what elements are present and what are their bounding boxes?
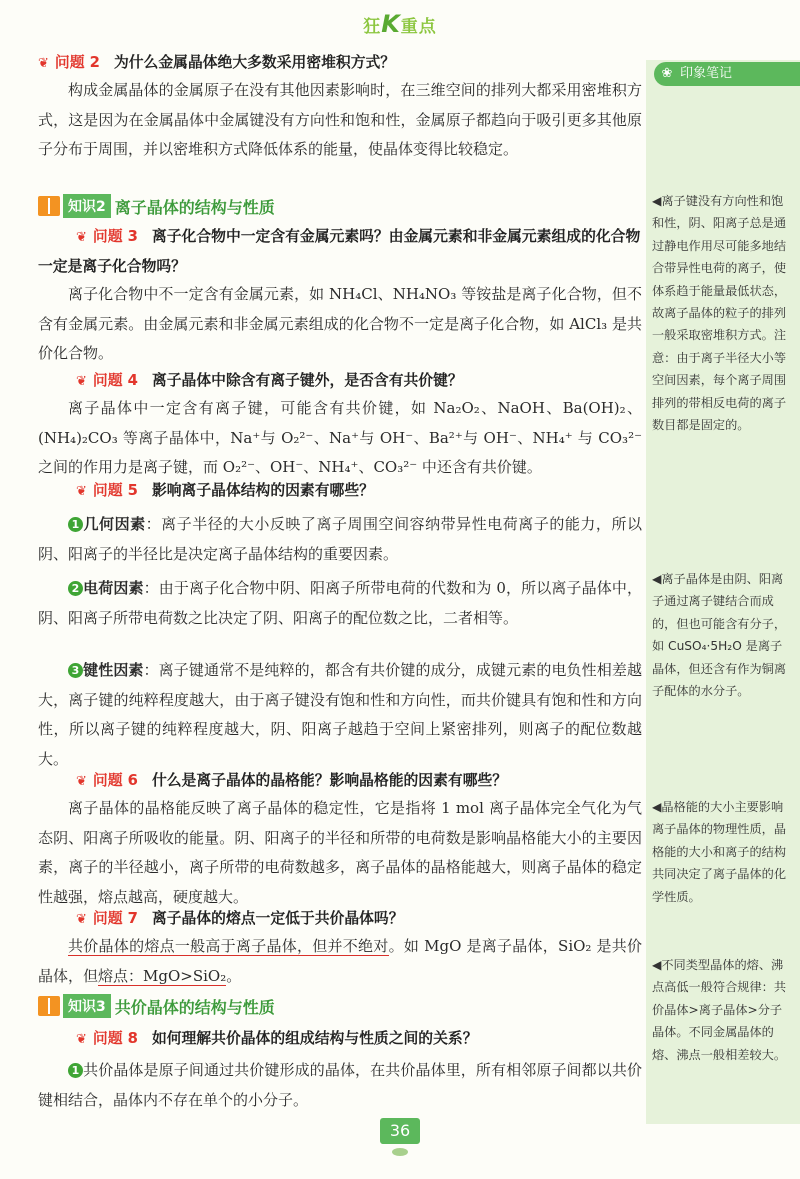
factor-label: 电荷因素 [83,579,144,597]
elephant-icon: ❀ [661,66,673,81]
question-text: 如何理解共价晶体的组成结构与性质之间的关系？ [151,1030,478,1047]
question-7 [38,904,642,934]
factor-label: 键性因素 [83,661,144,679]
section-knowledge-2 [38,194,275,218]
leaf-icon: ❦ [76,912,87,927]
book-icon [38,996,60,1016]
question-number: 问题 8 [92,1030,138,1047]
factor-charge [38,574,642,633]
factor-bond [38,656,642,774]
leaf-icon: ❦ [38,56,49,71]
leaf-icon: ❦ [76,1032,87,1047]
question-text: 为什么金属晶体绝大多数采用密堆积方式？ [113,54,396,71]
question-text: 什么是离子晶体的晶格能？影响晶格能的因素有哪些？ [151,772,508,789]
question-text: 离子晶体的熔点一定低于共价晶体吗？ [151,910,404,927]
answer-3: 离子化合物中不一定含有金属元素，如 NH₄Cl、NH₄NO₃ 等铵盐是离子化合物，但不含有金属元素。由金属元素和非金属元素组成的化合物不一定是离子化合物，如 AlCl₃ 是共价化合物。 [38,285,642,362]
question-4 [38,366,642,396]
answer-text: 。如 MgO 是离子晶体，SiO₂ 是共价晶体，但 [38,937,642,985]
question-number: 问题 6 [92,772,138,789]
factor-geometric [38,510,642,569]
answer-text: 共价晶体是原子间通过共价键形成的晶体，在共价晶体里，所有相邻原子间都以共价键相结合，晶体内不存在单个的小分子。 [38,1061,642,1109]
notes-header [654,62,800,86]
section-title: 共价晶体的结构与性质 [114,997,275,1017]
leaf-icon: ❦ [76,230,87,245]
question-text: 离子化合物中一定含有金属元素吗？由金属元素和非金属元素组成的化合物一定是离子化合物吗？ [38,228,641,275]
leaf-decoration-icon [392,1148,408,1156]
factor-text: ：离子半径的大小反映了离子周围空间容纳带异性电荷离子的能力，所以阴、阳离子的半径比是决定离子晶体结构的重要因素。 [38,515,642,563]
question-8 [38,1024,642,1054]
question-6 [38,766,642,796]
header-text-2: 重点 [400,17,437,37]
section-tag: 知识2 [63,194,111,218]
question-3 [38,222,642,281]
factor-label: 几何因素 [83,515,146,533]
underlined-statement: 共价晶体的熔点一般高于离子晶体，但并不绝对 [68,937,389,955]
number-badge: 1 [68,1063,83,1078]
answer-7 [38,932,642,991]
factor-text: ：离子键通常不是纯粹的，都含有共价键的成分，成键元素的电负性相差越大，离子键的纯粹程度越大，由于离子键没有饱和性和方向性，而共价键具有饱和性和方向性，所以离子键的纯粹程度越大，阴、阳离子越趋于空间上紧密排列，则离子的配位数越大。 [38,661,642,768]
question-number: 问题 4 [92,372,138,389]
answer-end: 。 [226,966,242,985]
leaf-icon: ❦ [76,374,87,389]
side-note-4: ◀不同类型晶体的熔、沸点高低一般符合规律：共价晶体>离子晶体>分子晶体。不同金属晶体的熔、沸点一般相差较大。 [652,958,787,1062]
answer-8 [38,1056,642,1115]
question-5 [38,476,642,506]
factor-text: ：由于离子化合物中阴、阳离子所带电荷的代数和为 0，所以离子晶体中，阴、阳离子所带电荷数之比决定了阴、阳离子的配位数之比，二者相等。 [38,579,642,627]
number-badge: 3 [68,663,83,678]
side-note-2: ◀离子晶体是由阴、阳离子通过离子键结合而成的，但也可能含有分子，如 CuSO₄·5H₂O 是离子晶体，但还含有作为铜离子配体的水分子。 [652,572,787,699]
question-2 [38,48,642,78]
question-text: 离子晶体中除含有离子键外，是否含有共价键？ [151,372,463,389]
answer-6: 离子晶体的晶格能反映了离子晶体的稳定性，它是指将 1 mol 离子晶体完全气化为气态阴、阳离子所吸收的能量。阴、阳离子的半径和所带的电荷数是影响晶格能大小的主要因素，离子的半径越小，离子所带的电荷数越多，离子晶体的晶格能越大，则离子晶体的稳定性越强，熔点越高，硬度越大。 [38,799,642,906]
question-text: 影响离子晶体结构的因素有哪些？ [151,482,374,499]
page-header [0,10,800,38]
question-number: 问题 2 [54,54,100,71]
section-knowledge-3 [38,994,275,1018]
notes-title: 印象笔记 [680,66,733,81]
number-badge: 2 [68,581,83,596]
side-note-3: ◀晶格能的大小主要影响离子晶体的物理性质，晶格能的大小和离子的结构共同决定了离子晶体的化学性质。 [652,800,787,904]
answer-4: 离子晶体中一定含有离子键，可能含有共价键，如 Na₂O₂、NaOH、Ba(OH)₂、(NH₄)₂CO₃ 等离子晶体中，Na⁺与 O₂²⁻、Na⁺与 OH⁻、Ba²⁺与 OH⁻、NH₄⁺ 与 CO₃²⁻ 之间的作用力是离子键，而 O₂²⁻、OH⁻、NH₄⁺、CO₃²⁻ 中还含有共价键。 [38,399,642,476]
number-badge: 1 [68,517,83,532]
leaf-icon: ❦ [76,484,87,499]
header-k-logo: K [381,10,401,38]
section-title: 离子晶体的结构与性质 [114,197,275,217]
answer-2: 构成金属晶体的金属原子在没有其他因素影响时，在三维空间的排列大都采用密堆积方式，这是因为在金属晶体中金属键没有方向性和饱和性，金属原子都趋向于吸引更多其他原子分布于周围，并以密堆积方式降低体系的能量，使晶体变得比较稳定。 [38,81,642,158]
question-number: 问题 5 [92,482,138,499]
question-number: 问题 7 [92,910,138,927]
section-tag: 知识3 [63,994,111,1018]
side-note-1: ◀离子键没有方向性和饱和性，阴、阳离子总是通过静电作用尽可能多地结合带异性电荷的离子，使体系趋于能量最低状态，故离子晶体的粒子的排列一般采取密堆积方式。注意：由于离子半径大小等空间因素，每个离子周围排列的带相反电荷的离子数目都是固定的。 [652,194,787,433]
underlined-melting-point: 熔点：MgO>SiO₂ [98,966,227,985]
header-text: 狂 [363,17,382,37]
book-icon [38,196,60,216]
leaf-icon: ❦ [76,774,87,789]
question-number: 问题 3 [92,228,138,245]
page-number: 36 [380,1118,420,1144]
